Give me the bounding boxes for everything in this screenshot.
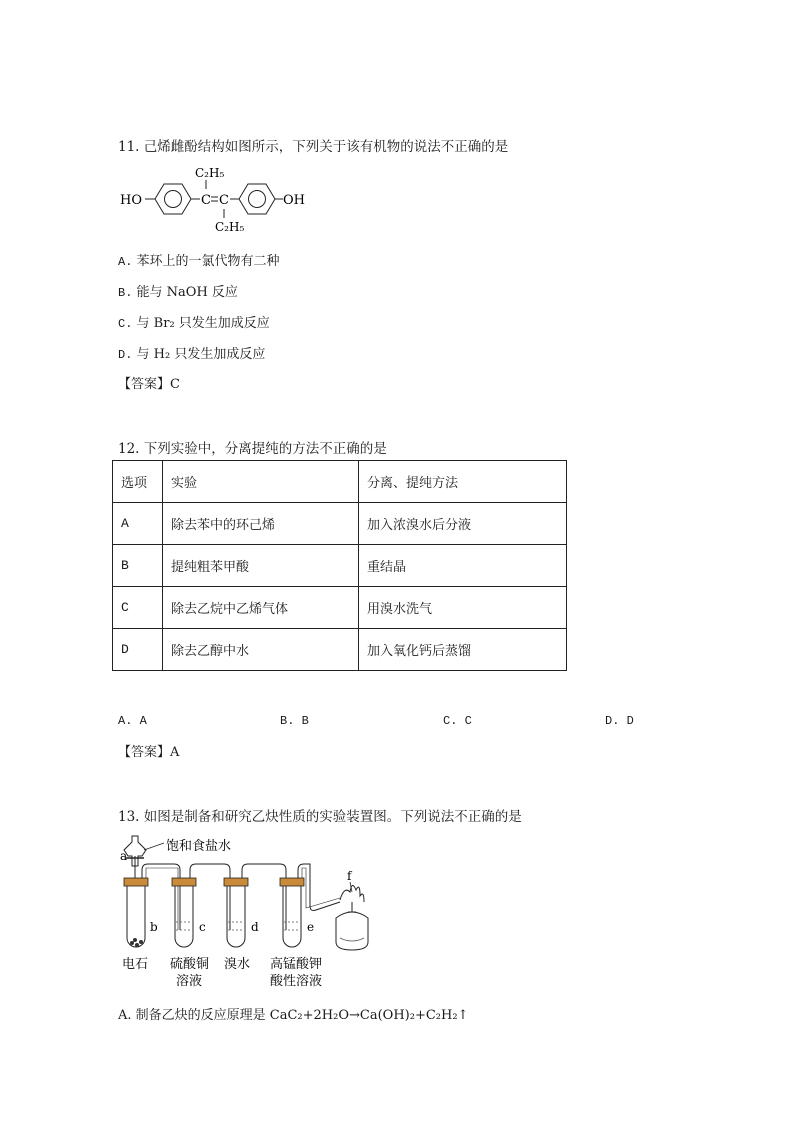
table-cell: 加入氧化钙后蒸馏 xyxy=(359,629,567,671)
q12-choice-d: D. D xyxy=(605,714,634,728)
q11-structure-diagram xyxy=(112,163,322,235)
letter-b: b xyxy=(150,920,158,934)
table-header-cell: 选项 xyxy=(113,461,163,503)
table-header-row xyxy=(113,461,567,503)
q11-option-b: B. 能与 NaOH 反应 xyxy=(118,285,238,300)
label-permanganate: 高锰酸钾 xyxy=(270,957,323,972)
table-row xyxy=(113,629,567,671)
svg-text:C: C xyxy=(201,193,211,208)
q12-answer: 【答案】A xyxy=(118,745,180,760)
label-calcium-carbide: 电石 xyxy=(122,957,149,972)
q11-option-c: C. 与 Br₂ 只发生加成反应 xyxy=(118,316,270,331)
q12-choice-b: B. B xyxy=(280,714,309,728)
benzene-ring-left xyxy=(155,184,191,214)
q12-table xyxy=(112,460,567,671)
q11-option-d: D. 与 H₂ 只发生加成反应 xyxy=(118,347,266,362)
table-cell: A xyxy=(113,503,163,545)
structure-left-group: HO xyxy=(120,193,142,208)
structure-top-group: C₂H₅ xyxy=(195,166,225,180)
structure-right-group: OH xyxy=(283,193,305,208)
table-row xyxy=(113,587,567,629)
q11-option-a: A. 苯环上的一氯代物有二种 xyxy=(118,254,280,269)
tube-calcium-carbide xyxy=(124,878,148,947)
table-row xyxy=(113,545,567,587)
tube-bromine-water xyxy=(224,878,248,947)
letter-f: f xyxy=(347,869,352,883)
q11-answer: 【答案】C xyxy=(118,377,180,392)
structure-bottom-group: C₂H₅ xyxy=(215,220,245,234)
structure-center-label: C=C xyxy=(112,163,115,164)
table-cell: 提纯粗苯甲酸 xyxy=(163,545,359,587)
tube-potassium-permanganate xyxy=(280,878,304,947)
table-cell: 除去乙烷中乙烯气体 xyxy=(163,587,359,629)
table-cell: 除去乙醇中水 xyxy=(163,629,359,671)
tube-copper-sulfate xyxy=(172,878,196,947)
table-cell: C xyxy=(113,587,163,629)
table-cell: 除去苯中的环己烯 xyxy=(163,503,359,545)
separatory-funnel xyxy=(124,836,146,880)
label-copper-sulfate: 硫酸铜 xyxy=(170,957,210,972)
q12-choice-a: A. A xyxy=(118,714,147,728)
svg-text:C: C xyxy=(219,193,229,208)
letter-a: a xyxy=(120,849,128,863)
table-cell: 用溴水洗气 xyxy=(359,587,567,629)
alcohol-lamp xyxy=(336,885,368,950)
table-cell: 加入浓溴水后分液 xyxy=(359,503,567,545)
letter-e: e xyxy=(307,920,315,934)
q12-stem: 12. 下列实验中，分离提纯的方法不正确的是 xyxy=(118,441,387,457)
letter-d: d xyxy=(251,920,259,934)
table-cell: B xyxy=(113,545,163,587)
table-cell: 重结晶 xyxy=(359,545,567,587)
funnel-label: 饱和食盐水 xyxy=(166,839,232,854)
table-cell: D xyxy=(113,629,163,671)
table-header-cell: 实验 xyxy=(163,461,359,503)
benzene-ring-right xyxy=(239,184,275,214)
label-acidic-solution: 酸性溶液 xyxy=(270,974,323,989)
q11-stem: 11. 己烯雌酚结构如图所示，下列关于该有机物的说法不正确的是 xyxy=(118,139,509,155)
letter-c: c xyxy=(199,920,206,934)
table-row xyxy=(113,503,567,545)
label-bromine-water: 溴水 xyxy=(224,957,251,972)
q12-choice-c: C. C xyxy=(443,714,472,728)
label-solution: 溶液 xyxy=(176,974,203,989)
q13-stem: 13. 如图是制备和研究乙炔性质的实验装置图。下列说法不正确的是 xyxy=(118,809,522,825)
q13-option-a: A. 制备乙炔的反应原理是 CaC₂+2H₂O→Ca(OH)₂+C₂H₂↑ xyxy=(118,1008,469,1023)
table-header-cell: 分离、提纯方法 xyxy=(359,461,567,503)
q13-apparatus-diagram xyxy=(112,830,392,995)
